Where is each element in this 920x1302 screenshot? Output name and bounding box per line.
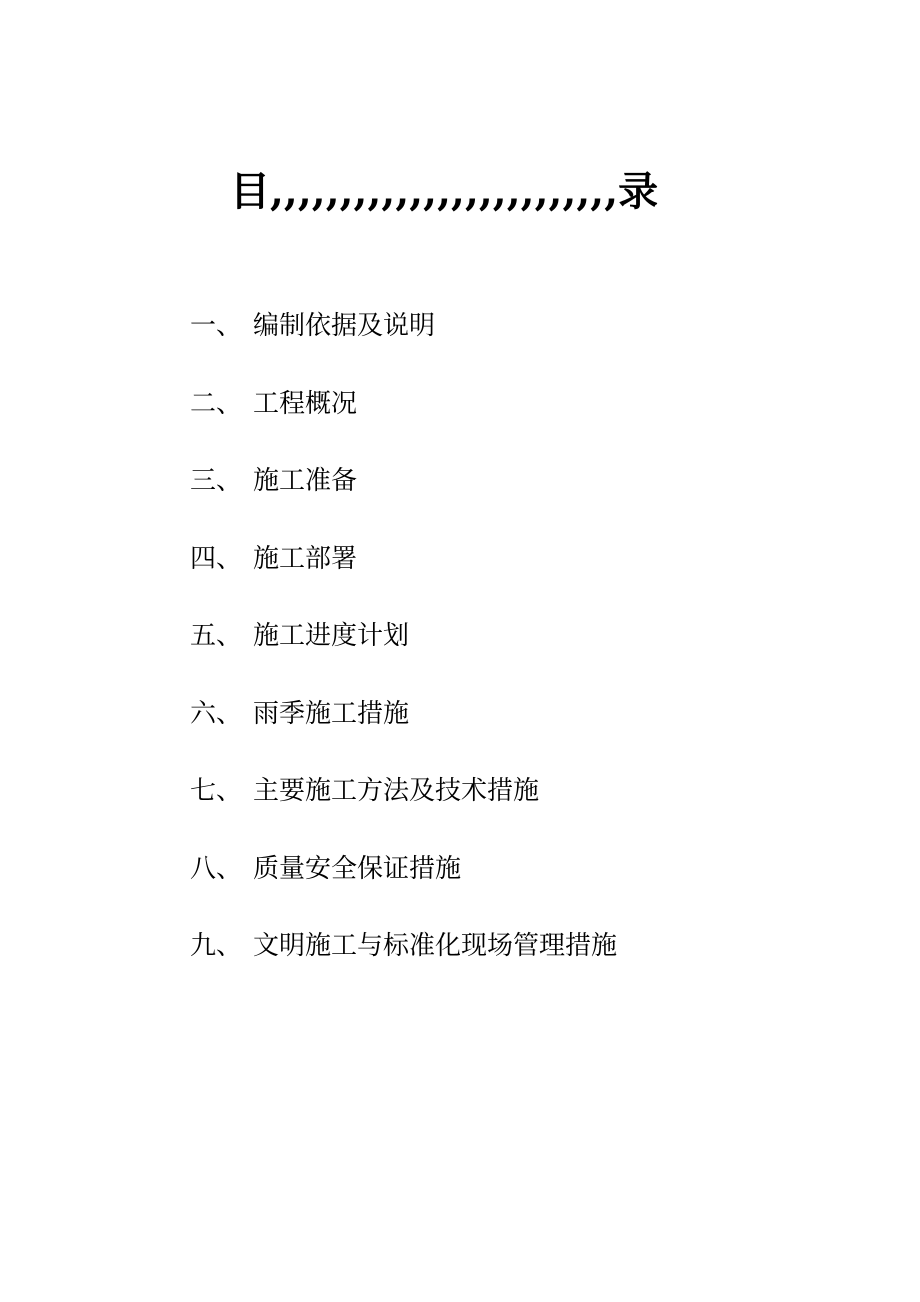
- toc-item[interactable]: [190, 539, 790, 617]
- toc-item-number: 八、: [190, 853, 243, 884]
- toc-item[interactable]: [190, 306, 790, 384]
- toc-item-text: 施工部署: [253, 543, 358, 574]
- toc-item[interactable]: [190, 694, 790, 772]
- toc-item-text: 施工进度计划: [253, 621, 410, 651]
- toc-item-text: 雨季施工措施: [253, 698, 410, 729]
- toc-item[interactable]: [190, 461, 790, 539]
- toc-item-text: 编制依据及说明: [253, 311, 436, 341]
- toc-item-number: 七、: [190, 776, 243, 806]
- toc-item-number: 三、: [190, 466, 243, 496]
- toc-item[interactable]: [190, 771, 790, 849]
- toc-item-text: 工程概况: [253, 388, 358, 419]
- toc-item-number: 九、: [190, 931, 243, 961]
- toc-item-number: 五、: [190, 621, 243, 651]
- toc-title: 目,,,,,,,,,,,,,,,,,,,,,,,,,录: [230, 168, 659, 215]
- toc-item[interactable]: [190, 384, 790, 462]
- toc-item-number: 四、: [190, 543, 243, 574]
- toc-item-text: 文明施工与标准化现场管理措施: [253, 931, 618, 961]
- toc-item-text: 施工准备: [253, 466, 358, 496]
- toc-item[interactable]: [190, 616, 790, 694]
- toc-list: [190, 306, 790, 1004]
- toc-item-number: 六、: [190, 698, 243, 729]
- toc-item[interactable]: [190, 849, 790, 927]
- toc-item-number: 二、: [190, 388, 243, 419]
- toc-item-number: 一、: [190, 311, 243, 341]
- toc-item[interactable]: [190, 926, 790, 1004]
- toc-item-text: 主要施工方法及技术措施: [253, 776, 540, 806]
- toc-item-text: 质量安全保证措施: [253, 853, 462, 884]
